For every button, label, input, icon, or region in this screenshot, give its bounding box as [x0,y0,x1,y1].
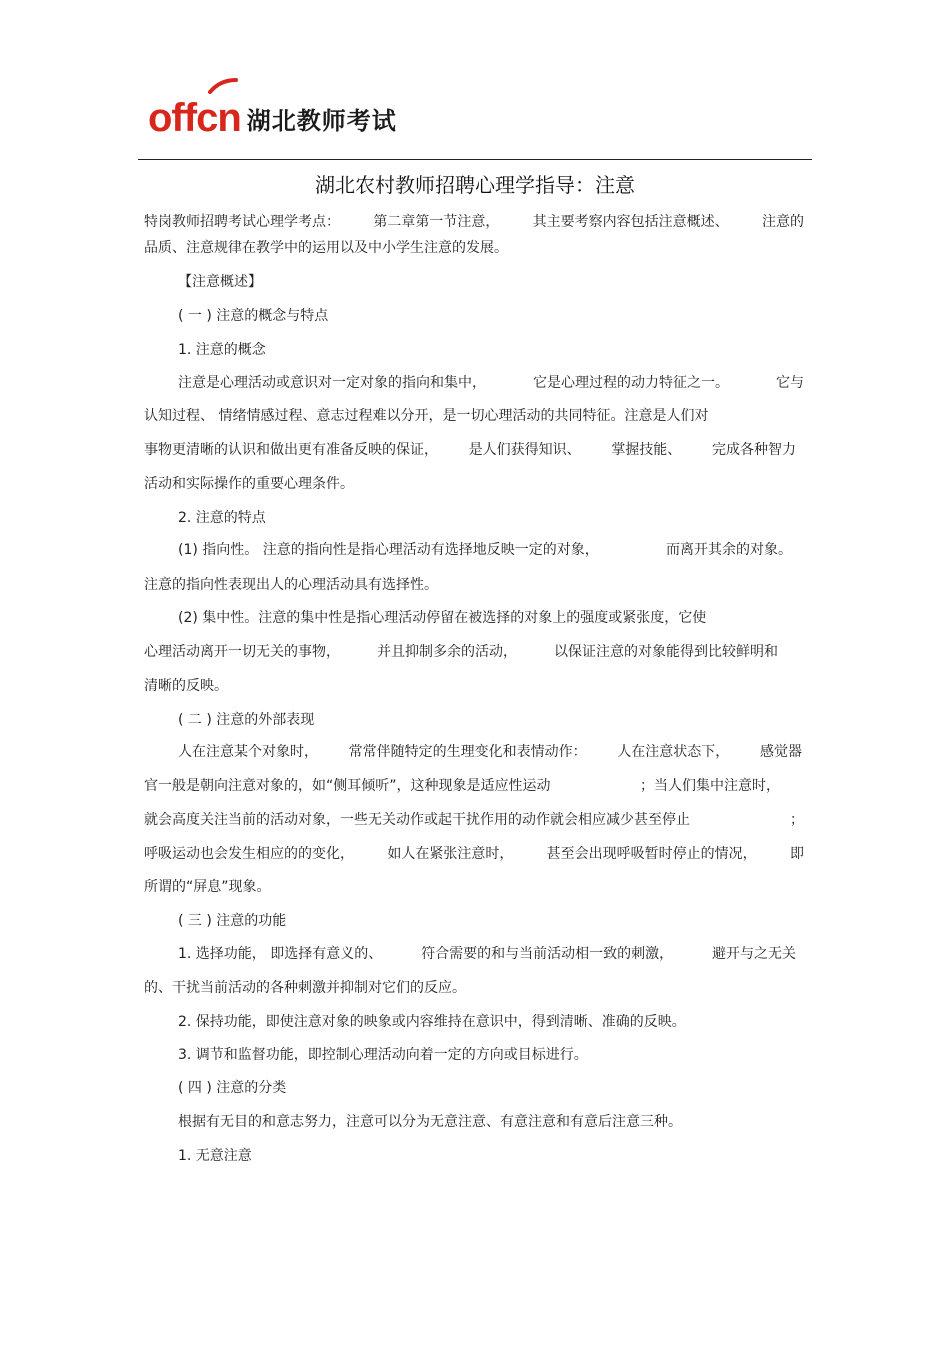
page-title: 湖北农村教师招聘心理学指导：注意 [315,173,635,197]
text-segment: 甚至会出现呼吸暂时停止的情况， [546,846,757,862]
paragraph-line: 品质、注意规律在教学中的运用以及中小学生注意的发展。 [144,240,508,256]
paragraph-line [144,440,796,460]
paragraph-line: (2) 集中性。注意的集中性是指心理活动停留在被选择的对象上的强度或紧张度，它使 [178,610,707,626]
logo-swoosh-icon [208,78,238,94]
text-segment: 而离开其余的对象。 [666,542,792,558]
paragraph-line [178,742,802,762]
text-segment: 它是心理过程的动力特征之一。 [533,375,729,391]
subsection-heading: ( 三 ) 注意的功能 [178,913,287,929]
text-segment: 其主要考察内容包括注意概述、 [532,214,729,230]
paragraph-line [178,373,804,393]
paragraph-line [144,642,778,662]
text-segment: 事物更清晰的认识和做出更有准备反映的保证， [144,442,438,458]
item-heading: 1. 注意的概念 [178,342,266,358]
text-segment: 特岗教师招聘考试心理学考点： [144,214,340,230]
section-heading: 【注意概述】 [178,274,262,290]
subsection-heading: ( 二 ) 注意的外部表现 [178,712,315,728]
text-segment: 注意是心理活动或意识对一定对象的指向和集中， [178,375,486,391]
text-segment: 它与 [776,375,804,391]
text-segment: 呼吸运动也会发生相应的的变化， [144,846,354,862]
text-segment: 以保证注意的对象能得到比较鲜明和 [554,644,778,660]
paragraph-line: 所谓的“屏息”现象。 [144,879,271,895]
paragraph-line [144,810,804,830]
text-segment: 第二章第一节注意， [373,214,500,230]
paragraph-line: 清晰的反映。 [144,678,228,694]
paragraph-line: 活动和实际操作的重要心理条件。 [144,476,354,492]
paragraph-line: 的、干扰当前活动的各种刺激并抑制对它们的反应。 [144,980,466,996]
header-divider [138,159,812,160]
text-segment: 1. 选择功能， 即选择有意义的、 [178,946,383,962]
subsection-heading: ( 一 ) 注意的概念与特点 [178,308,329,324]
paragraph-line: 认知过程、 情绪情感过程、意志过程难以分开，是一切心理活动的共同特征。注意是人们对 [144,408,709,424]
paragraph-line [144,212,804,232]
paragraph-line: 根据有无目的和意志努力，注意可以分为无意注意、有意注意和有意后注意三种。 [178,1114,682,1130]
paragraph-line: 3. 调节和监督功能，即控制心理活动向着一定的方向或目标进行。 [178,1047,588,1063]
item-heading: 1. 无意注意 [178,1148,252,1164]
text-segment: 官一般是朝向注意对象的，如“侧耳倾听”，这种现象是适应性运动 [144,778,551,794]
text-segment: 人在注意状态下， [617,744,730,760]
logo-mark: offcn [148,96,241,140]
text-segment: 符合需要的和与当前活动相一致的刺激， [421,946,674,962]
text-segment: ； [790,812,804,828]
text-segment: 人在注意某个对象时， [178,744,318,760]
text-segment: 注意的 [761,214,804,230]
text-segment: 掌握技能、 [611,442,682,458]
paragraph-line [178,944,796,964]
text-segment: 完成各种智力 [711,442,796,458]
text-segment: 就会高度关注当前的活动对象，一些无关动作或起干扰作用的动作就会相应减少甚至停止 [144,812,690,828]
text-segment: 即 [789,846,804,862]
text-segment: 是人们获得知识、 [468,442,581,458]
item-heading: 2. 注意的特点 [178,510,266,526]
text-segment: 如人在紧张注意时， [387,846,514,862]
text-segment: 避开与之无关 [711,946,796,962]
paragraph-line: 注意的指向性表现出人的心理活动具有选择性。 [144,577,438,593]
offcn-logo [148,88,397,138]
text-segment: 感觉器 [759,744,802,760]
paragraph-line [144,844,804,864]
text-segment: 心理活动离开一切无关的事物， [144,644,340,660]
text-segment: 常常伴随特定的生理变化和表情动作： [348,744,587,760]
text-segment: ；当人们集中注意时， [640,778,780,794]
logo-text: 湖北教师考试 [246,107,397,135]
paragraph-line [178,540,792,560]
subsection-heading: ( 四 ) 注意的分类 [178,1080,287,1096]
text-segment: 并且抑制多余的活动， [377,644,517,660]
paragraph-line [144,776,780,796]
paragraph-line: 2. 保持功能，即使注意对象的映象或内容维持在意识中，得到清晰、准确的反映。 [178,1014,686,1030]
text-segment: (1) 指向性。 注意的指向性是指心理活动有选择地反映一定的对象， [178,542,599,558]
